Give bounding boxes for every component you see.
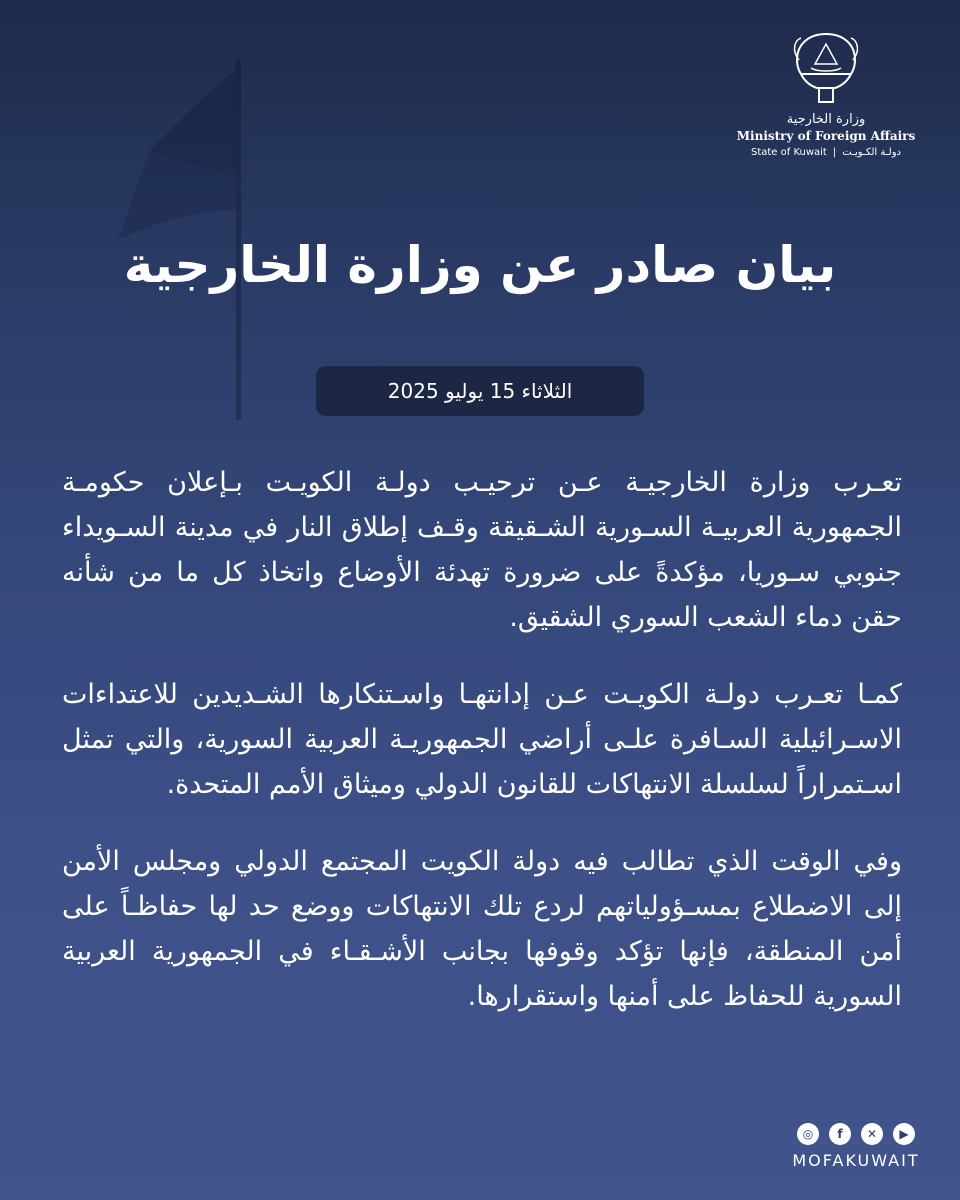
facebook-icon[interactable]: f	[829, 1123, 851, 1145]
state-name-english: State of Kuwait	[750, 147, 827, 158]
date-badge	[316, 366, 644, 416]
ministry-name-arabic: وزارة الخارجية	[786, 112, 866, 127]
state-line	[726, 147, 926, 158]
page-title: بيان صادر عن وزارة الخارجية	[123, 236, 837, 294]
instagram-icon[interactable]: ◎	[797, 1123, 819, 1145]
social-handle: MOFAKUWAIT	[792, 1151, 920, 1170]
statement-body	[62, 460, 902, 1051]
paragraph-2: كمـا تعـرب دولـة الكويـت عـن إدانتهـا واسـتنكارها الشـديدين للاعتداءات الاسـرائيلية السـافرة علـى أراضي الجمهوريـة العربية السورية، والتي تمثل اسـتمراراً لسلسلة الانتهاكات للقانون الدولي وميثاق الأمم المتحدة.	[62, 679, 902, 800]
date-text: الثلاثاء 15 يوليو 2025	[387, 379, 573, 403]
ministry-name-english: Ministry of Foreign Affairs	[736, 129, 916, 143]
state-name-arabic: دولـة الكـويـت	[842, 147, 902, 158]
youtube-icon[interactable]: ▶	[893, 1123, 915, 1145]
divider: |	[832, 147, 837, 158]
social-icons	[786, 1123, 926, 1145]
ministry-logo	[726, 30, 926, 158]
paragraph-1: تعـرب وزارة الخارجيـة عـن ترحيـب دولـة الكويـت بـإعلان حكومـة الجمهورية العربيـة السـورية الشـقيقة وقـف إطلاق النار في مدينة السـويداء جنوبي سـوريا، مؤكدةً على ضرورة تهدئة الأوضاع واتخاذ كل ما من شأنه حقن دماء الشعب السوري الشقيق.	[62, 467, 902, 633]
kuwait-emblem-icon	[791, 30, 861, 106]
social-footer	[786, 1123, 926, 1170]
paragraph-3: وفي الوقت الذي تطالب فيه دولة الكويت المجتمع الدولي ومجلس الأمن إلى الاضطلاع بمسـؤولياتهم لردع تلك الانتهاكات ووضع حد لها حفاظـاً على أمن المنطقة، فإنها تؤكد وقوفها بجانب الأشـقـاء في الجمهورية العربية السورية للحفاظ على أمنها واستقرارها.	[62, 846, 902, 1012]
x-icon[interactable]: ✕	[861, 1123, 883, 1145]
